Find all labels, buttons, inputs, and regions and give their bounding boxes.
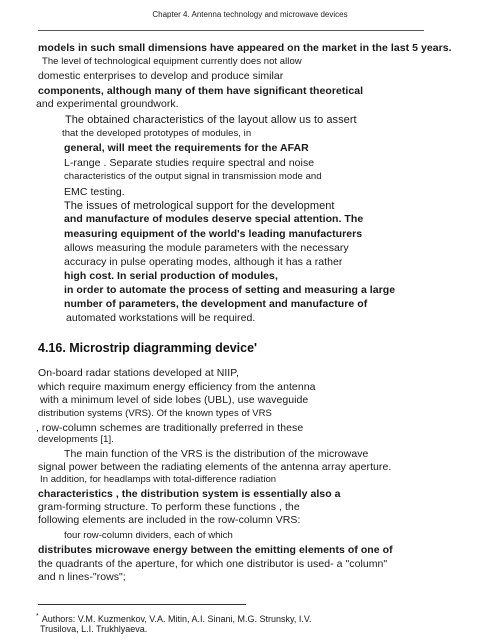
section-line: The main function of the VRS is the distribution of the microwave (64, 448, 369, 460)
body-line: The issues of metrological support for the development (64, 200, 335, 212)
body-line: general, will meet the requirements for the AFAR (64, 142, 309, 154)
section-line: which require maximum energy efficiency from the antenna (38, 381, 316, 393)
body-line: number of parameters, the development and manufacture of (64, 298, 368, 310)
footnote-line (36, 611, 312, 625)
section-line: developments [1]. (38, 434, 114, 445)
footnote-line: Trusilova, L.I. Trukhlyaeva. (40, 624, 148, 634)
section-line: gram-forming structure. To perform these functions , the (38, 501, 300, 513)
body-line: allows measuring the module parameters with the necessary (64, 242, 349, 254)
body-line: components, although many of them have significant theoretical (38, 85, 364, 97)
footnote-mark: * (36, 613, 39, 620)
body-line: The obtained characteristics of the layout allow us to assert (65, 114, 357, 126)
section-line: signal power between the radiating elements of the antenna array aperture. (38, 461, 392, 473)
section-line: four row-column dividers, each of which (64, 530, 233, 541)
body-line: domestic enterprises to develop and produce similar (38, 70, 284, 82)
section-line: the quadrants of the aperture, for which one distributor is used- a "column" (38, 558, 388, 570)
section-heading: 4.16. Microstrip diagramming device' (38, 341, 258, 355)
section-line: On-board radar stations developed at NIIP, (38, 367, 239, 379)
section-line: In addition, for headlamps with total-difference radiation (40, 474, 277, 485)
section-line: following elements are included in the row-column VRS: (38, 514, 301, 526)
footnote-rule (38, 604, 246, 605)
body-line: characteristics of the output signal in transmission mode and (64, 171, 322, 182)
body-line: in order to automate the process of setting and measuring a large (64, 284, 396, 296)
body-line: L-range . Separate studies require spectral and noise (64, 157, 315, 169)
header-rule (38, 30, 424, 31)
body-line: The level of technological equipment currently does not allow (42, 56, 302, 67)
section-line: and n lines-"rows"; (38, 571, 126, 583)
section-line: distribution systems (VRS). Of the known types of VRS (38, 408, 272, 419)
body-line: models in such small dimensions have appeared on the market in the last 5 years. (38, 42, 452, 54)
body-line: automated workstations will be required. (66, 312, 256, 324)
section-line: , row-column schemes are traditionally preferred in these (36, 422, 304, 434)
body-line: high cost. In serial production of modules, (64, 270, 278, 282)
body-line: and manufacture of modules deserve special attention. The (64, 213, 364, 225)
section-line: characteristics , the distribution system is essentially also a (38, 488, 341, 500)
body-line: EMC testing. (64, 186, 125, 198)
section-line: distributes microwave energy between the emitting elements of one of (38, 544, 393, 556)
running-header: Chapter 4. Antenna technology and microwave devices (152, 10, 348, 19)
body-line: that the developed prototypes of modules, in (62, 128, 252, 139)
section-line: with a minimum level of side lobes (UBL), use waveguide (40, 394, 309, 406)
body-line: and experimental groundwork. (36, 98, 179, 110)
body-line: accuracy in pulse operating modes, although it has a rather (64, 256, 343, 268)
footnote-text: Authors: V.M. Kuzmenkov, V.A. Mitin, A.I. Sinani, M.G. Strunsky, I.V. (41, 614, 312, 624)
body-line: measuring equipment of the world's leading manufacturers (64, 228, 363, 240)
